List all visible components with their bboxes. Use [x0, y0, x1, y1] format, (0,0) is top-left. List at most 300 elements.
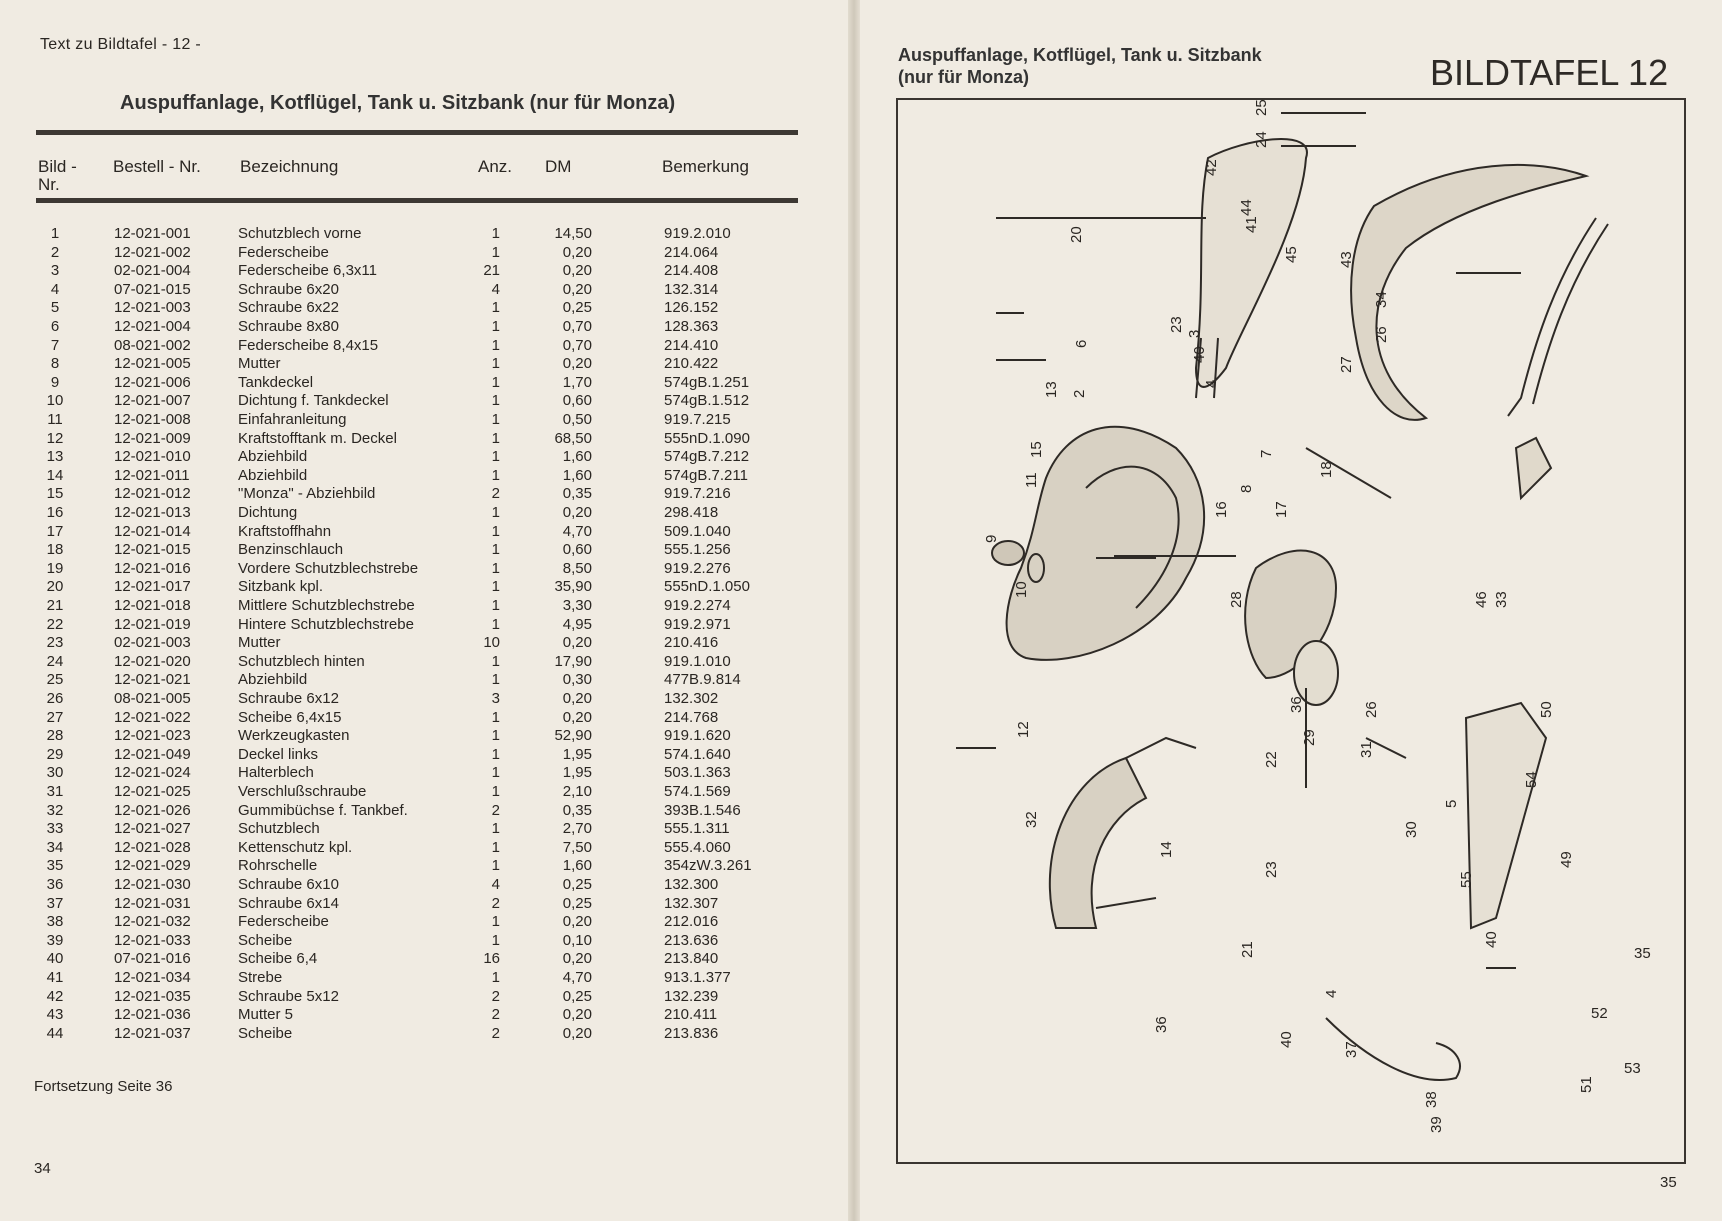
- plate-caption-line2: (nur für Monza): [898, 67, 1029, 87]
- table-row: [0, 485, 852, 503]
- row-dm: 2,10: [562, 783, 592, 800]
- row-bezeichnung: Gummibüchse f. Tankbef.: [238, 801, 408, 819]
- row-dm: 0,60: [562, 541, 592, 559]
- row-anz: 1: [491, 355, 500, 373]
- row-bemerkung: 919.1.010: [664, 652, 731, 670]
- column-rule: [36, 198, 798, 203]
- callout-label: 55: [1458, 871, 1475, 888]
- row-bild-nr: 14: [46, 466, 64, 484]
- row-bild-nr: 13: [46, 448, 64, 466]
- table-row: [0, 616, 852, 634]
- table-row: [0, 1025, 852, 1043]
- callout-label: 43: [1338, 251, 1355, 268]
- row-bezeichnung: Schutzblech: [238, 820, 320, 838]
- table-row: [0, 653, 852, 671]
- row-bemerkung: 919.2.274: [664, 597, 731, 614]
- col-bemerkung: Bemerkung: [662, 157, 749, 176]
- row-bestell-nr: 12-021-010: [114, 448, 191, 466]
- table-row: [0, 876, 852, 894]
- row-bemerkung: 555.1.311: [664, 820, 730, 838]
- callout-label: 36: [1153, 1016, 1170, 1033]
- row-bemerkung: 919.1.620: [664, 727, 731, 745]
- row-bezeichnung: Federscheibe: [238, 913, 329, 931]
- table-row: [0, 671, 852, 689]
- row-dm: 0,20: [562, 355, 592, 373]
- row-bild-nr: 43: [46, 1006, 64, 1024]
- row-anz: 1: [491, 578, 500, 596]
- table-row: [0, 392, 852, 410]
- callout-label: 3: [1186, 329, 1203, 338]
- row-anz: 1: [491, 820, 500, 838]
- callout-label: 31: [1358, 741, 1375, 758]
- row-bezeichnung: Dichtung: [238, 504, 298, 521]
- col-anz: Anz.: [478, 157, 513, 176]
- row-bemerkung: 213.840: [664, 950, 719, 968]
- row-anz: 1: [491, 373, 500, 391]
- callout-label: 20: [1068, 226, 1085, 243]
- row-anz: 2: [491, 485, 500, 503]
- row-bild-nr: 7: [50, 336, 60, 354]
- callout-label: 23: [1263, 861, 1280, 878]
- row-bild-nr: 23: [46, 634, 64, 652]
- row-bild-nr: 29: [46, 745, 64, 763]
- table-row: [0, 764, 852, 782]
- row-bestell-nr: 12-021-012: [114, 485, 191, 503]
- row-bemerkung: 213.836: [664, 1024, 719, 1042]
- row-bemerkung: 919.2.276: [664, 559, 731, 577]
- row-dm: 0,70: [562, 318, 592, 335]
- plate-title: BILDTAFEL 12: [1430, 52, 1669, 93]
- row-dm: 0,25: [562, 987, 592, 1005]
- callout-label: 28: [1228, 591, 1245, 608]
- page-title: Auspuffanlage, Kotflügel, Tank u. Sitzbank (nur für Monza): [120, 92, 676, 114]
- row-anz: 1: [491, 559, 500, 577]
- row-dm: 52,90: [554, 727, 592, 745]
- row-dm: 1,70: [562, 373, 592, 391]
- row-bild-nr: 28: [46, 727, 64, 745]
- row-bezeichnung: Werkzeugkasten: [238, 727, 350, 745]
- row-dm: 4,70: [562, 969, 592, 986]
- table-row: [0, 281, 852, 299]
- callout-label: 2: [1071, 389, 1088, 398]
- row-bezeichnung: Schraube 6x10: [238, 876, 339, 893]
- row-dm: 0,20: [562, 1006, 592, 1024]
- row-bestell-nr: 07-021-016: [114, 950, 191, 968]
- row-dm: 14,50: [554, 225, 592, 242]
- callout-label: 24: [1253, 131, 1270, 148]
- row-bild-nr: 16: [46, 504, 64, 521]
- row-bemerkung: 298.418: [664, 504, 719, 521]
- table-row: [0, 690, 852, 708]
- row-bestell-nr: 12-021-033: [114, 931, 191, 949]
- row-anz: 1: [491, 969, 500, 986]
- row-bezeichnung: Rohrschelle: [238, 857, 318, 875]
- row-bezeichnung: Sitzbank kpl.: [238, 578, 324, 596]
- row-bild-nr: 21: [46, 597, 64, 614]
- row-anz: 1: [491, 299, 500, 317]
- callout-label: 11: [1023, 472, 1040, 488]
- row-bemerkung: 132.302: [664, 690, 719, 707]
- row-bild-nr: 20: [46, 578, 64, 596]
- row-bemerkung: 132.314: [664, 280, 719, 298]
- callout-label: 27: [1338, 356, 1355, 373]
- callout-label: 10: [1013, 581, 1030, 598]
- row-anz: 1: [491, 336, 500, 354]
- fuel-cap-drawing: [992, 541, 1024, 565]
- row-bestell-nr: 12-021-019: [114, 615, 191, 633]
- row-bemerkung: 354zW.3.261: [664, 857, 752, 875]
- row-bild-nr: 18: [46, 541, 64, 559]
- row-anz: 1: [491, 411, 500, 428]
- row-bemerkung: 913.1.377: [664, 969, 731, 986]
- callout-label: 17: [1273, 501, 1290, 518]
- table-row: [0, 634, 852, 652]
- row-anz: 1: [491, 913, 500, 931]
- plate-caption: [898, 44, 1262, 88]
- row-dm: 7,50: [562, 838, 592, 856]
- row-anz: 1: [491, 745, 500, 763]
- row-dm: 0,25: [562, 894, 592, 912]
- row-bemerkung: 919.2.010: [664, 225, 731, 242]
- row-bestell-nr: 12-021-014: [114, 522, 191, 540]
- row-bemerkung: 128.363: [664, 318, 719, 335]
- callout-label: 51: [1578, 1076, 1595, 1093]
- row-bestell-nr: 12-021-030: [114, 876, 191, 893]
- row-bestell-nr: 08-021-005: [114, 690, 191, 707]
- row-anz: 1: [491, 392, 500, 410]
- row-bild-nr: 1: [50, 225, 60, 242]
- row-anz: 10: [483, 634, 500, 652]
- row-bestell-nr: 12-021-027: [114, 820, 191, 838]
- row-bild-nr: 3: [50, 262, 60, 280]
- row-dm: 4,70: [562, 522, 592, 540]
- row-bestell-nr: 12-021-028: [114, 838, 191, 856]
- row-bezeichnung: Abziehbild: [238, 466, 308, 484]
- row-bestell-nr: 02-021-004: [114, 262, 191, 280]
- row-bemerkung: 477B.9.814: [664, 671, 741, 689]
- callout-label: 41: [1243, 216, 1260, 233]
- row-dm: 8,50: [562, 559, 592, 577]
- row-bezeichnung: Federscheibe 8,4x15: [238, 336, 379, 354]
- row-bestell-nr: 12-021-032: [114, 913, 191, 931]
- page-number-right: 35: [1660, 1174, 1677, 1191]
- row-dm: 1,95: [562, 764, 592, 782]
- row-anz: 1: [491, 597, 500, 614]
- callout-label: 9: [983, 534, 1000, 543]
- row-bestell-nr: 12-021-036: [114, 1006, 191, 1024]
- table-row: [0, 746, 852, 764]
- callout-label: 39: [1428, 1116, 1445, 1133]
- row-bezeichnung: Kraftstofftank m. Deckel: [238, 429, 397, 447]
- row-bestell-nr: 12-021-018: [114, 597, 191, 614]
- callout-label: 12: [1015, 721, 1032, 738]
- row-bemerkung: 214.064: [664, 243, 719, 261]
- table-row: [0, 560, 852, 578]
- row-anz: 21: [483, 262, 500, 280]
- row-bemerkung: 503.1.363: [664, 764, 731, 782]
- table-row: [0, 783, 852, 801]
- row-anz: 1: [491, 652, 500, 670]
- row-dm: 0,20: [562, 262, 592, 280]
- row-anz: 1: [491, 727, 500, 745]
- row-bemerkung: 132.307: [664, 894, 719, 912]
- row-bemerkung: 210.411: [664, 1006, 718, 1024]
- row-dm: 0,60: [562, 392, 592, 410]
- table-row: [0, 839, 852, 857]
- table-row: [0, 597, 852, 615]
- row-dm: 1,60: [562, 857, 592, 875]
- row-bestell-nr: 12-021-009: [114, 429, 191, 447]
- row-dm: 0,50: [562, 411, 592, 428]
- row-bild-nr: 6: [50, 318, 60, 335]
- callout-label: 4: [1203, 379, 1220, 388]
- row-bestell-nr: 12-021-015: [114, 541, 191, 559]
- row-bestell-nr: 12-021-013: [114, 504, 191, 521]
- row-bild-nr: 32: [46, 801, 64, 819]
- row-bestell-nr: 12-021-017: [114, 578, 191, 596]
- row-anz: 1: [491, 708, 500, 726]
- row-bezeichnung: Deckel links: [238, 745, 319, 763]
- row-dm: 0,20: [562, 243, 592, 261]
- table-row: [0, 820, 852, 838]
- row-dm: 0,25: [562, 299, 592, 317]
- row-bild-nr: 44: [46, 1024, 64, 1042]
- header-rule: [36, 130, 798, 135]
- chain-guard-drawing: [1508, 218, 1608, 416]
- row-bemerkung: 214.408: [664, 262, 719, 280]
- row-bezeichnung: Benzinschlauch: [238, 541, 344, 559]
- table-row: [0, 541, 852, 559]
- row-bemerkung: 509.1.040: [664, 522, 731, 540]
- callout-label: 46: [1473, 591, 1490, 608]
- callout-label: 37: [1343, 1041, 1360, 1058]
- callout-label: 40: [1278, 1031, 1295, 1048]
- row-anz: 4: [491, 876, 500, 893]
- table-row: [0, 299, 852, 317]
- row-anz: 1: [491, 931, 500, 949]
- silencer-drawing: [1466, 703, 1546, 928]
- page-number-left: 34: [34, 1160, 51, 1177]
- row-bezeichnung: Strebe: [238, 969, 283, 986]
- row-bestell-nr: 12-021-020: [114, 652, 191, 670]
- row-bemerkung: 132.300: [664, 876, 719, 893]
- row-bestell-nr: 12-021-031: [114, 894, 191, 912]
- row-anz: 1: [491, 504, 500, 521]
- row-bemerkung: 574gB.1.512: [664, 392, 750, 410]
- callout-label: 40: [1483, 931, 1500, 948]
- row-bild-nr: 27: [46, 708, 64, 726]
- row-bezeichnung: Mutter: [238, 355, 281, 373]
- row-bestell-nr: 02-021-003: [114, 634, 191, 652]
- callout-label: 14: [1158, 841, 1175, 858]
- callout-label: 7: [1258, 449, 1275, 458]
- callout-label: 44: [1238, 199, 1255, 216]
- table-row: [0, 411, 852, 429]
- row-anz: 1: [491, 522, 500, 540]
- row-dm: 35,90: [554, 578, 592, 596]
- row-bezeichnung: Scheibe: [238, 1024, 293, 1042]
- table-row: [0, 337, 852, 355]
- row-bemerkung: 555.1.256: [664, 541, 731, 559]
- row-bild-nr: 40: [46, 950, 64, 968]
- side-cover-drawing: [1294, 641, 1338, 705]
- row-bild-nr: 33: [46, 820, 64, 838]
- row-bemerkung: 214.768: [664, 708, 719, 726]
- row-dm: 0,20: [562, 913, 592, 931]
- row-bemerkung: 555nD.1.090: [664, 429, 750, 447]
- row-anz: 1: [491, 448, 500, 466]
- row-bild-nr: 17: [46, 522, 64, 540]
- callout-label: 42: [1203, 159, 1220, 176]
- row-dm: 0,20: [562, 280, 592, 298]
- row-bezeichnung: Federscheibe 6,3x11: [238, 262, 377, 280]
- row-dm: 0,20: [562, 708, 592, 726]
- row-bild-nr: 39: [46, 931, 64, 949]
- row-dm: 17,90: [554, 652, 592, 670]
- callout-label: 36: [1288, 696, 1305, 713]
- row-bestell-nr: 12-021-029: [114, 857, 191, 875]
- row-dm: 1,60: [562, 448, 592, 466]
- table-row: [0, 504, 852, 522]
- table-row: [0, 448, 852, 466]
- bracket-drawing: [1516, 438, 1551, 498]
- page-header: Text zu Bildtafel - 12 -: [40, 36, 202, 53]
- callout-label: 23: [1168, 316, 1185, 333]
- row-bild-nr: 10: [46, 392, 64, 410]
- row-dm: 0,35: [562, 485, 592, 503]
- row-bezeichnung: Schraube 6x12: [238, 690, 339, 707]
- row-bezeichnung: "Monza" - Abziehbild: [238, 485, 376, 503]
- table-row: [0, 467, 852, 485]
- callout-label: 15: [1028, 441, 1045, 458]
- table-row: [0, 913, 852, 931]
- row-bild-nr: 41: [46, 969, 64, 986]
- row-bezeichnung: Dichtung f. Tankdeckel: [238, 392, 389, 410]
- callout-label: 30: [1403, 821, 1420, 838]
- row-dm: 0,20: [562, 950, 592, 968]
- row-bild-nr: 35: [46, 857, 64, 875]
- table-row: [0, 523, 852, 541]
- row-bestell-nr: 12-021-005: [114, 355, 191, 373]
- row-bestell-nr: 12-021-003: [114, 299, 191, 317]
- row-anz: 1: [491, 783, 500, 800]
- row-anz: 1: [491, 466, 500, 484]
- row-bezeichnung: Schraube 8x80: [238, 318, 339, 335]
- row-bezeichnung: Verschlußschraube: [238, 783, 367, 800]
- row-anz: 1: [491, 671, 500, 689]
- row-anz: 1: [491, 764, 500, 782]
- row-anz: 1: [491, 838, 500, 856]
- row-bild-nr: 8: [50, 355, 60, 373]
- table-row: [0, 225, 852, 243]
- row-bestell-nr: 12-021-008: [114, 411, 191, 428]
- row-bild-nr: 38: [46, 913, 64, 931]
- row-bemerkung: 574gB.7.212: [664, 448, 750, 466]
- row-dm: 0,20: [562, 634, 592, 652]
- row-bestell-nr: 12-021-004: [114, 318, 191, 335]
- row-bemerkung: 212.016: [664, 913, 719, 931]
- callout-label: 50: [1538, 701, 1555, 718]
- row-bestell-nr: 12-021-049: [114, 745, 191, 763]
- callout-label: 16: [1213, 501, 1230, 518]
- row-bezeichnung: Kraftstoffhahn: [238, 522, 332, 540]
- row-bezeichnung: Schraube 5x12: [238, 987, 339, 1005]
- row-bild-nr: 12: [46, 429, 64, 447]
- row-bestell-nr: 12-021-026: [114, 801, 191, 819]
- row-bezeichnung: Hintere Schutzblechstrebe: [238, 615, 414, 633]
- row-bemerkung: 210.416: [664, 634, 719, 652]
- row-bestell-nr: 12-021-023: [114, 727, 191, 745]
- exploded-parts-diagram: [896, 98, 1682, 1160]
- row-dm: 0,30: [562, 671, 592, 689]
- row-bezeichnung: Abziehbild: [238, 671, 308, 689]
- table-row: [0, 1006, 852, 1024]
- row-anz: 2: [491, 894, 500, 912]
- callout-label: 40: [1191, 346, 1208, 363]
- row-bestell-nr: 07-021-015: [114, 280, 191, 298]
- callout-label: 35: [1634, 945, 1651, 962]
- row-bemerkung: 214.410: [664, 336, 719, 354]
- row-bestell-nr: 12-021-006: [114, 373, 191, 391]
- row-bestell-nr: 12-021-001: [114, 225, 191, 242]
- row-bild-nr: 42: [46, 987, 64, 1005]
- table-row: [0, 932, 852, 950]
- col-bestell: Bestell - Nr.: [113, 157, 201, 176]
- row-dm: 0,25: [562, 876, 592, 893]
- col-nr: Nr.: [38, 175, 60, 194]
- table-row: [0, 857, 852, 875]
- row-bestell-nr: 12-021-011: [114, 466, 190, 484]
- row-dm: 0,20: [562, 1024, 592, 1042]
- row-anz: 2: [491, 1006, 500, 1024]
- row-bestell-nr: 12-021-034: [114, 969, 191, 986]
- row-bild-nr: 25: [46, 671, 64, 689]
- row-dm: 3,30: [562, 597, 592, 614]
- row-dm: 1,60: [562, 466, 592, 484]
- row-bestell-nr: 08-021-002: [114, 336, 191, 354]
- row-bild-nr: 9: [50, 373, 60, 391]
- row-bestell-nr: 12-021-021: [114, 671, 191, 689]
- row-bezeichnung: Schraube 6x22: [238, 299, 339, 317]
- row-dm: 0,10: [562, 931, 592, 949]
- row-bild-nr: 5: [50, 299, 60, 317]
- callout-label: 26: [1373, 326, 1390, 343]
- callout-label: 18: [1318, 461, 1335, 478]
- row-bezeichnung: Schutzblech vorne: [238, 225, 362, 242]
- col-bezeichnung: Bezeichnung: [240, 157, 339, 176]
- table-row: [0, 950, 852, 968]
- row-bemerkung: 126.152: [664, 299, 719, 317]
- callout-label: 52: [1591, 1005, 1608, 1022]
- row-bezeichnung: Tankdeckel: [238, 373, 314, 391]
- row-bild-nr: 34: [46, 838, 64, 856]
- row-bemerkung: 210.422: [664, 355, 719, 373]
- row-bild-nr: 31: [46, 783, 64, 800]
- row-anz: 1: [491, 615, 500, 633]
- callout-label: 21: [1239, 941, 1256, 958]
- row-dm: 1,95: [562, 745, 592, 763]
- row-anz: 16: [483, 950, 500, 968]
- table-row: [0, 969, 852, 987]
- row-bezeichnung: Scheibe 6,4x15: [238, 708, 342, 726]
- row-bild-nr: 24: [46, 652, 64, 670]
- callout-label: 8: [1238, 484, 1255, 493]
- callout-label: 54: [1523, 771, 1540, 788]
- callout-label: 29: [1301, 729, 1318, 746]
- row-bezeichnung: Kettenschutz kpl.: [238, 838, 353, 856]
- row-bild-nr: 26: [46, 690, 64, 707]
- row-bild-nr: 15: [46, 485, 64, 503]
